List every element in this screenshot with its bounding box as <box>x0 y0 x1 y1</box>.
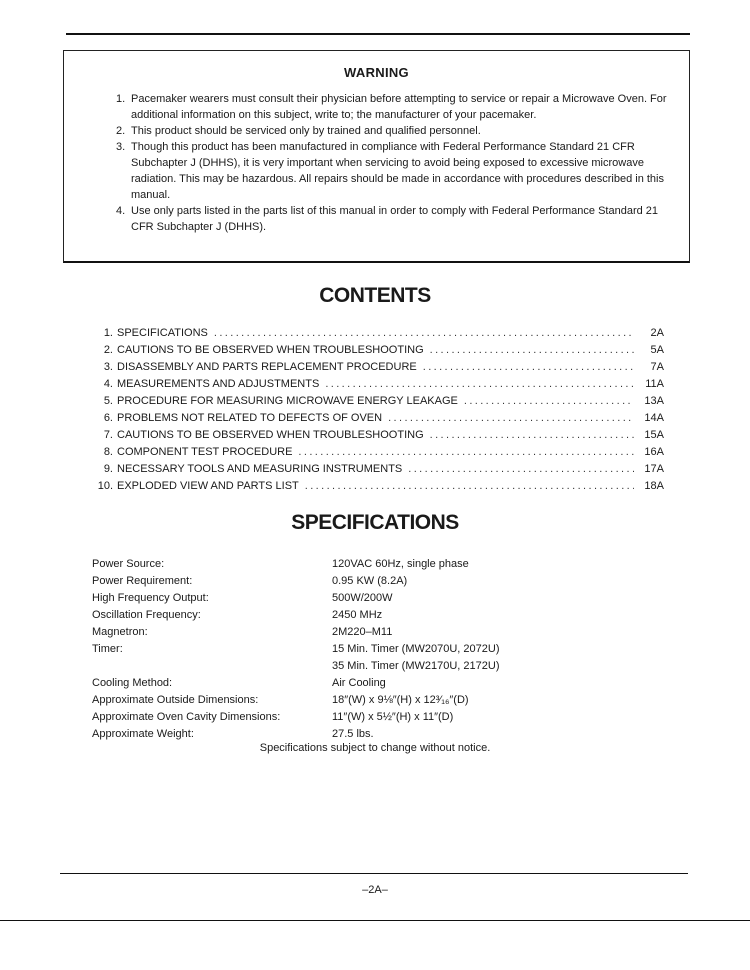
spec-value: 15 Min. Timer (MW2070U, 2072U) <box>332 643 500 655</box>
toc-label: EXPLODED VIEW AND PARTS LIST <box>117 480 299 492</box>
spec-value: 2M220–M11 <box>332 626 393 638</box>
bottom-rule <box>60 873 688 874</box>
toc-page: 2A <box>650 327 664 339</box>
spec-label: High Frequency Output: <box>92 592 209 604</box>
toc-entry[interactable] <box>94 446 664 463</box>
toc-leader-dots <box>423 361 634 373</box>
toc-leader-dots <box>388 412 634 424</box>
spec-label: Oscillation Frequency: <box>92 609 201 621</box>
toc-entry[interactable] <box>94 344 664 361</box>
toc-leader-dots <box>430 429 634 441</box>
toc-leader-dots <box>408 463 634 475</box>
toc-page: 5A <box>650 344 664 356</box>
toc-number: 9. <box>103 463 113 475</box>
spec-value: 500W/200W <box>332 592 393 604</box>
toc-label: PROCEDURE FOR MEASURING MICROWAVE ENERGY LEAKAGE <box>117 395 458 407</box>
toc-label: CAUTIONS TO BE OBSERVED WHEN TROUBLESHOOTING <box>117 344 424 356</box>
toc-page: 16A <box>644 446 664 458</box>
toc-leader-dots <box>325 378 634 390</box>
spec-row <box>92 641 652 675</box>
toc-number: 1. <box>103 327 113 339</box>
warning-item <box>116 91 676 123</box>
spec-value: 27.5 lbs. <box>332 728 374 740</box>
spec-value: 18″(W) x 9⅛″(H) x 12³⁄₁₆″(D) <box>332 694 469 706</box>
warning-item-number: 3. <box>116 141 126 153</box>
toc-number: 3. <box>103 361 113 373</box>
spec-label: Approximate Outside Dimensions: <box>92 694 259 706</box>
spec-row <box>92 709 652 726</box>
warning-box <box>63 50 690 263</box>
toc-entry[interactable] <box>94 327 664 344</box>
top-rule <box>66 33 690 35</box>
spec-label: Approximate Oven Cavity Dimensions: <box>92 711 281 723</box>
spec-label: Timer: <box>92 643 123 655</box>
toc-label: NECESSARY TOOLS AND MEASURING INSTRUMENTS <box>117 463 403 475</box>
toc-leader-dots <box>464 395 634 407</box>
spec-row <box>92 573 652 590</box>
toc-entry[interactable] <box>94 412 664 429</box>
toc-number: 5. <box>103 395 113 407</box>
toc-leader-dots <box>214 327 634 339</box>
toc-leader-dots <box>298 446 634 458</box>
toc-label: PROBLEMS NOT RELATED TO DEFECTS OF OVEN <box>117 412 383 424</box>
toc-page: 18A <box>644 480 664 492</box>
toc-label: DISASSEMBLY AND PARTS REPLACEMENT PROCEDURE <box>117 361 417 373</box>
spec-label: Magnetron: <box>92 626 148 638</box>
spec-row <box>92 692 652 709</box>
spec-value: 120VAC 60Hz, single phase <box>332 558 469 570</box>
spec-label: Cooling Method: <box>92 677 173 689</box>
toc-label: SPECIFICATIONS <box>117 327 208 339</box>
scan-edge-rule <box>0 920 750 921</box>
warning-item-text: Use only parts listed in the parts list of this manual in order to comply with Federal Performance Standard 21 CFR Subchapter J (DHHS). <box>131 205 659 233</box>
spec-row <box>92 607 652 624</box>
specifications-note: Specifications subject to change without notice. <box>259 742 491 754</box>
toc-label: COMPONENT TEST PROCEDURE <box>117 446 293 458</box>
specifications-title: SPECIFICATIONS <box>291 511 459 534</box>
toc-leader-dots <box>430 344 634 356</box>
spec-value: 11″(W) x 5½″(H) x 11″(D) <box>332 711 454 723</box>
spec-row <box>92 726 652 743</box>
spec-row <box>92 556 652 573</box>
toc-label: CAUTIONS TO BE OBSERVED WHEN TROUBLESHOOTING <box>117 429 424 441</box>
specifications-table <box>92 556 652 743</box>
toc-page: 13A <box>644 395 664 407</box>
toc-page: 14A <box>644 412 664 424</box>
spec-row <box>92 675 652 692</box>
toc-entry[interactable] <box>94 463 664 480</box>
warning-item <box>116 203 676 235</box>
toc-entry[interactable] <box>94 378 664 395</box>
warning-item-number: 4. <box>116 205 126 217</box>
warning-list <box>116 91 676 235</box>
warning-item-text: Though this product has been manufactured in compliance with Federal Performance Standard 21 CFR Subchapter J (DHHS), it is very important when servicing to avoid being exposed to excessive microwave radiation. This may be hazardous. All repairs should be made in accordance with procedures described in this manual. <box>131 141 664 201</box>
spec-row <box>92 624 652 641</box>
toc-page: 17A <box>644 463 664 475</box>
toc-entry[interactable] <box>94 429 664 446</box>
toc-label: MEASUREMENTS AND ADJUSTMENTS <box>117 378 320 390</box>
toc-number: 10. <box>97 480 113 492</box>
toc-entry[interactable] <box>94 395 664 412</box>
toc-entry[interactable] <box>94 480 664 497</box>
toc-number: 6. <box>103 412 113 424</box>
toc-number: 7. <box>103 429 113 441</box>
spec-label: Power Source: <box>92 558 165 570</box>
page-number: –2A– <box>362 884 388 896</box>
toc-number: 4. <box>103 378 113 390</box>
warning-item <box>116 139 676 203</box>
toc-page: 11A <box>645 378 664 390</box>
spec-label: Approximate Weight: <box>92 728 194 740</box>
table-of-contents <box>94 327 664 497</box>
warning-item <box>116 123 676 139</box>
warning-item-number: 2. <box>116 125 126 137</box>
toc-page: 7A <box>650 361 664 373</box>
toc-entry[interactable] <box>94 361 664 378</box>
contents-title: CONTENTS <box>319 284 431 307</box>
toc-number: 8. <box>103 446 113 458</box>
spec-label: Power Requirement: <box>92 575 193 587</box>
warning-item-text: Pacemaker wearers must consult their physician before attempting to service or repair a Microwave Oven. For additional information on this subject, write to; the manufacturer of your pacemaker. <box>131 93 667 121</box>
spec-value: Air Cooling <box>332 677 386 689</box>
spec-value: 2450 MHz <box>332 609 383 621</box>
warning-item-number: 1. <box>116 93 126 105</box>
toc-page: 15A <box>644 429 664 441</box>
spec-row <box>92 590 652 607</box>
warning-item-text: This product should be serviced only by trained and qualified personnel. <box>131 125 481 137</box>
toc-leader-dots <box>305 480 634 492</box>
spec-value: 35 Min. Timer (MW2170U, 2172U) <box>332 660 500 672</box>
spec-value: 0.95 KW (8.2A) <box>332 575 408 587</box>
toc-number: 2. <box>103 344 113 356</box>
warning-title: WARNING <box>344 65 409 80</box>
